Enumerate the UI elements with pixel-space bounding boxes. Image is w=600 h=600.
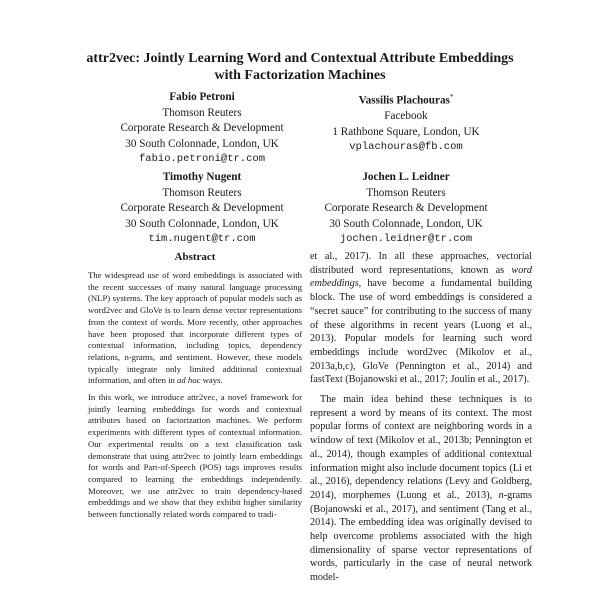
author-address: 30 South Colonnade, London, UK bbox=[125, 137, 279, 150]
right-column bbox=[310, 250, 532, 591]
author-name: Fabio Petroni bbox=[169, 91, 235, 103]
author-email[interactable]: tim.nugent@tr.com bbox=[148, 233, 256, 245]
author-email[interactable]: fabio.petroni@tr.com bbox=[138, 153, 266, 165]
body-paragraph: et al., 2017). In all these approaches, vectorial distributed word representations, known as word embeddings, have become a fundamental building block. The use of word embeddings is considered a “secret sauce” for contributing to the success of many of these algorithms in recent years (Luong et al., 2013). Popular models for learning such word embeddings include word2vec (Mikolov et al., 2013a,b,c), GloVe (Pennington et al., 2014) and fastText (Bojanowski et al., 2017; Joulin et al., 2017). bbox=[310, 251, 532, 386]
left-column bbox=[88, 250, 302, 526]
author-email[interactable]: vplachouras@fb.com bbox=[349, 141, 463, 154]
body-paragraph: The main idea behind these techniques is to represent a word by means of its context. The most popular forms of context are neighboring words in a window of text (Mikolov et al., 2013b; Pennington et al., 2014), though examples of additional contextual information might also include document topics (Li et al., 2016), dependency relations (Levy and Goldberg, 2014), morphemes (Luong et al., 2013), n-grams (Bojanowski et al., 2017), and sentiment (Tang et al., 2014). The embedding idea was originally devised to help overcome problems associated with the high dimensionality of sparse vector representations of words, particularly in the case of neural network model- bbox=[310, 394, 532, 584]
title-line-2: with Factorization Machines bbox=[214, 68, 386, 83]
author-affiliation: Corporate Research & Development bbox=[324, 202, 488, 214]
abstract-paragraph: The widespread use of word embeddings is associated with the recent successes of many natural language processing (NLP) systems. The key approach of popular models such as word2vec and GloVe is to learn dense vector representations from the context of words. More recently, other approaches have been proposed that incorporate different types of contextual information, including topics, dependency relations, n-grams, and sentiment. However, these models typically integrate only limited additional contextual information, and often in ad hoc ways. bbox=[88, 270, 302, 386]
author-email[interactable]: jochen.leidner@tr.com bbox=[339, 233, 473, 245]
author-affiliation: Thomson Reuters bbox=[162, 186, 242, 199]
author-address: 30 South Colonnade, London, UK bbox=[125, 217, 279, 230]
author-affiliation: Thomson Reuters bbox=[162, 106, 242, 119]
author-footnote-mark: * bbox=[449, 93, 454, 101]
author-affiliation: Corporate Research & Development bbox=[120, 122, 284, 134]
author-affiliation: Facebook bbox=[384, 110, 428, 123]
author-affiliation: Thomson Reuters bbox=[366, 186, 446, 199]
author-address: 1 Rathbone Square, London, UK bbox=[332, 125, 480, 138]
author-name: Jochen L. Leidner bbox=[362, 171, 450, 183]
abstract-paragraph: In this work, we introduce attr2vec, a novel framework for jointly learning embeddings for words and contextual attributes based on factorization machines. We perform experiments with different types of contextual information. Our experimental results on a text classification task demonstrate that using attr2vec to jointly learn embeddings for words and Part-of-Speech (POS) tags improves results compared to learning the embeddings independently. Moreover, we use attr2vec to train dependency-based embeddings and we show that they exhibit higher similarity between functionally related words compared to tradi- bbox=[88, 392, 302, 520]
author-affiliation: Corporate Research & Development bbox=[120, 202, 284, 214]
abstract-heading: Abstract bbox=[174, 251, 216, 263]
author-block bbox=[276, 90, 536, 156]
author-name: Timothy Nugent bbox=[162, 171, 242, 183]
author-block bbox=[276, 170, 536, 248]
author-name: Vassilis Plachouras* bbox=[358, 93, 454, 107]
title-line-1: attr2vec: Jointly Learning Word and Contextual Attribute Embeddings bbox=[86, 51, 514, 66]
paper-title bbox=[40, 50, 560, 84]
author-address: 30 South Colonnade, London, UK bbox=[329, 217, 483, 230]
